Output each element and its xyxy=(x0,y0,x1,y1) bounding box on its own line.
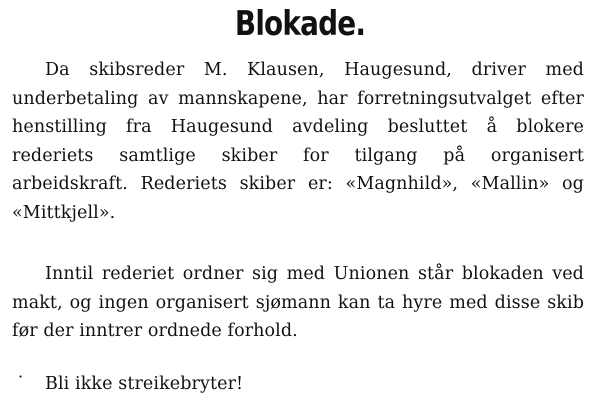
notice-paragraph-1: Da skibsreder M. Klausen, Haugesund, driver med underbetaling av mannskapene, har forretningsutvalget efter henstilling fra Haugesund avdeling besluttet å blokere rederiets samtlige skiber for tilgang på organisert arbeidskraft. Rederiets skiber er: «Magnhild», «Mallin» og «Mittkjell». xyxy=(12,60,584,223)
print-speck: · xyxy=(18,367,24,386)
notice-headline: Blokade. xyxy=(234,4,366,44)
notice-closing: Bli ikke streikebryter! xyxy=(45,374,244,394)
notice-paragraph-2: Inntil rederiet ordner sig med Unionen står blokaden ved makt, og ingen organisert sjømann kan ta hyre med disse skib før der inntrer ordnede forhold. xyxy=(12,264,584,341)
